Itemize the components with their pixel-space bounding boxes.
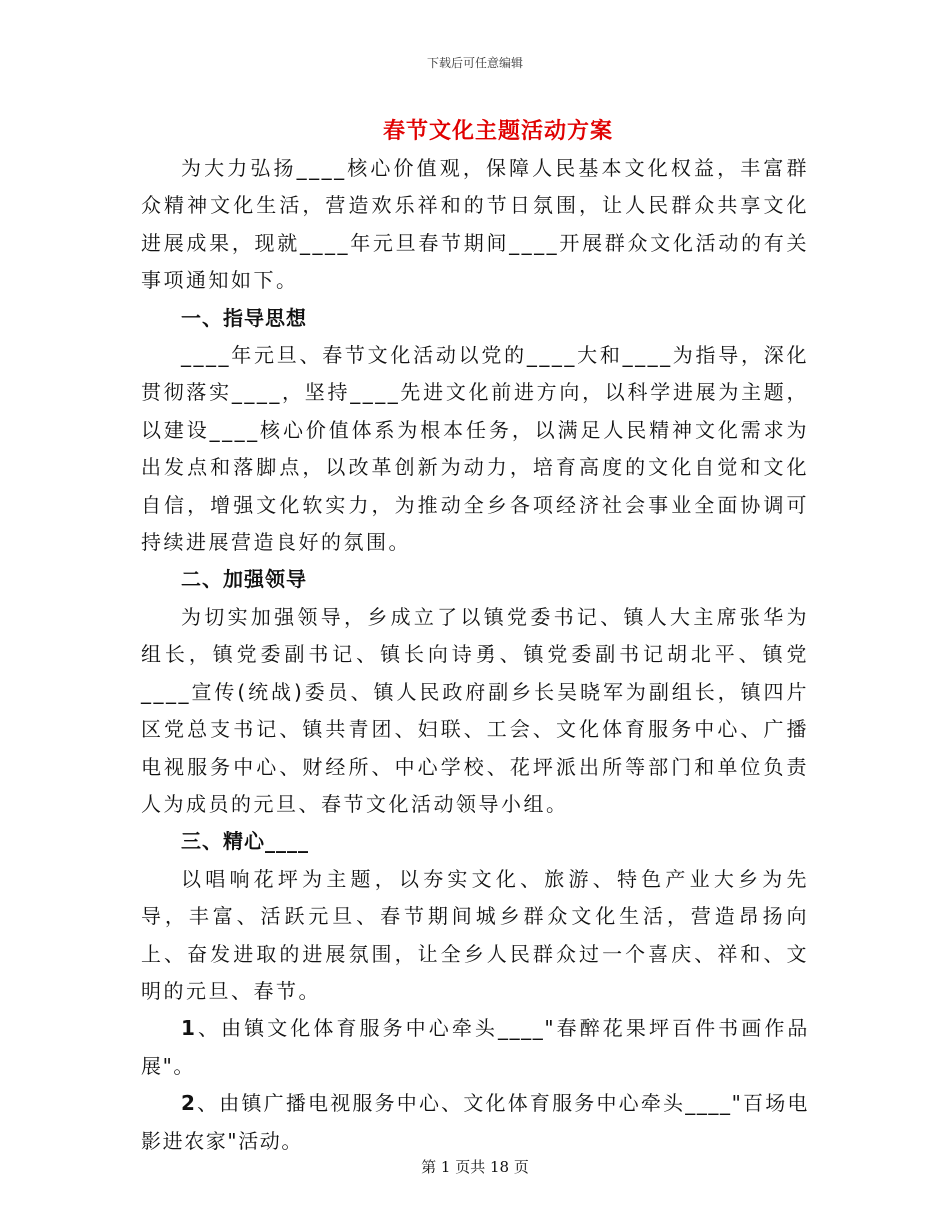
page-footer: 第 1 页共 18 页 [421, 1158, 529, 1176]
list-item [141, 1085, 809, 1160]
header-note: 下载后可任意编辑 [426, 56, 523, 70]
list-item-number: 1 [181, 1016, 197, 1041]
section-body-leadership: 为切实加强领导，乡成立了以镇党委书记、镇人大主席张华为组长，镇党委副书记、镇长向诗勇、镇党委副书记胡北平、镇党____宣传(统战)委员、镇人民政府副乡长吴晓军为副组长，镇四片区党总支书记、镇共青团、妇联、工会、文化体育服务中心、广播电视服务中心、财经所、中心学校、花坪派出所等部门和单位负责人为成员的元旦、春节文化活动领导小组。 [141, 604, 809, 816]
document-title: 春节文化主题活动方案 [382, 119, 613, 144]
list-item-number: 2 [181, 1091, 197, 1116]
section-heading-careful: 三、精心____ [181, 829, 309, 854]
list-item-text: 、由镇文化体育服务中心牵头____"春醉花果坪百件书画作品展"。 [141, 1016, 809, 1078]
section-body-guiding-thought: ____年元旦、春节文化活动以党的____大和____为指导，深化贯彻落实____，坚持____先进文化前进方向，以科学进展为主题，以建设____核心价值体系为根本任务，以满足人民精神文化需求为出发点和落脚点，以改革创新为动力，培育高度的文化自觉和文化自信，增强文化软实力，为推动全乡各项经济社会事业全面协调可持续进展营造良好的氛围。 [141, 343, 809, 555]
list-item [141, 1010, 809, 1085]
section-heading-guiding-thought: 一、指导思想 [181, 305, 307, 330]
section-body-careful: 以唱响花坪为主题，以夯实文化、旅游、特色产业大乡为先导，丰富、活跃元旦、春节期间城乡群众文化生活，营造昂扬向上、奋发进取的进展氛围，让全乡人民群众过一个喜庆、祥和、文明的元旦、春节。 [141, 866, 809, 1003]
list-item-text: 、由镇广播电视服务中心、文化体育服务中心牵头____"百场电影进农家"活动。 [141, 1091, 809, 1153]
intro-paragraph: 为大力弘扬____核心价值观，保障人民基本文化权益，丰富群众精神文化生活，营造欢乐祥和的节日氛围，让人民群众共享文化进展成果，现就____年元旦春节期间____开展群众文化活动的有关事项通知如下。 [141, 156, 809, 293]
section-heading-leadership: 二、加强领导 [181, 567, 307, 592]
document-body [141, 150, 809, 1160]
